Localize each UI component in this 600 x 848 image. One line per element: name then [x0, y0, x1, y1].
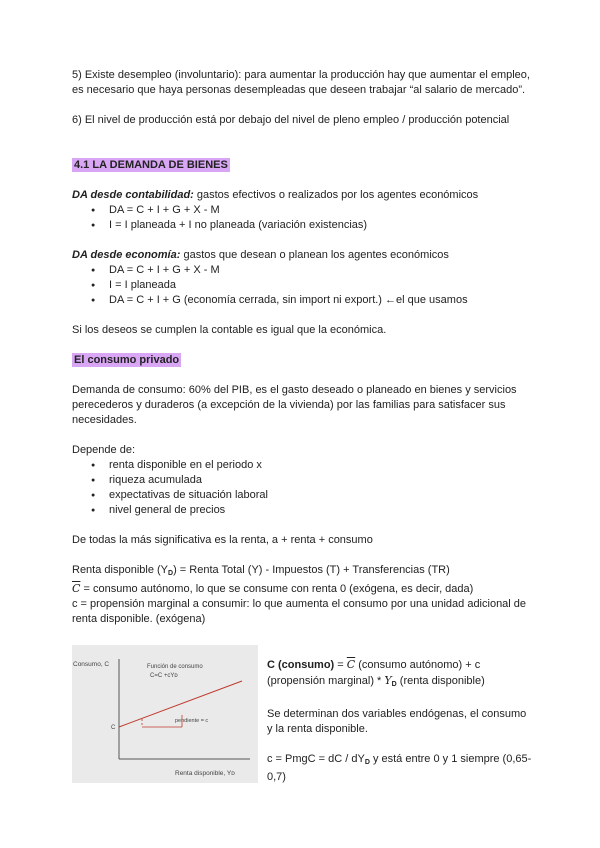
- consumo-c-bar: $\overline{C}$: [346, 658, 356, 671]
- da-economia: [72, 248, 532, 263]
- paragraph-5: 5) Existe desempleo (involuntario): para aumentar la producción hay que aumentar el empleo, es necesario que haya personas desempleadas que deseen trabajar “al salario de mercado”.: [72, 69, 530, 96]
- consumo-label: C (consumo): [267, 659, 335, 671]
- deseos-paragraph: Si los deseos se cumplen la contable es igual que la económica.: [72, 324, 387, 336]
- renta-disp-sub: D: [168, 570, 174, 577]
- endogenas-paragraph: Se determinan dos variables endógenas, el consumo y la renta disponible.: [267, 708, 527, 735]
- da-economia-text: gastos que desean o planean los agentes económicos: [180, 249, 449, 261]
- slope-label: pendiente = c: [175, 718, 209, 724]
- function-equation: C=C +cYᴅ: [150, 673, 178, 679]
- x-axis-label: Renta disponible, Yᴅ: [175, 770, 235, 777]
- pmgc-post: y está entre 0 y 1 siempre (0,65-0,7): [267, 753, 532, 783]
- consumo-rest: (consumo autónomo) + c (propensión marginal) *: [267, 659, 481, 687]
- da-contabilidad-list: [72, 203, 532, 233]
- section-consumo-highlight: El consumo privado: [74, 354, 180, 366]
- consumo-y-sub: D: [391, 681, 397, 688]
- consumo-y-symbol: Y: [384, 674, 392, 687]
- section-41-highlight: 4.1 LA DEMANDA DE BIENES: [74, 159, 228, 171]
- consumo-formula: [267, 657, 532, 692]
- renta-disp-pre: Renta disponible (Y: [72, 564, 169, 576]
- da-contabilidad-text: gastos efectivos o realizados por los agentes económicos: [193, 189, 479, 201]
- list-item: ● DA = C + I + G + X - M: [109, 203, 532, 218]
- list-item: ● nivel general de precios: [109, 503, 532, 518]
- list-item: ● DA = C + I + G + X - M: [109, 263, 532, 278]
- list-item: ● riqueza acumulada: [109, 473, 532, 488]
- consumo-y-rest: (renta disponible): [396, 675, 485, 687]
- depende-list: [72, 458, 532, 518]
- pmgc-sub: D: [364, 759, 370, 766]
- consumption-figure-row: [72, 645, 532, 795]
- da-contabilidad-label: DA desde contabilidad:: [72, 189, 194, 201]
- consumption-explanation: [267, 657, 532, 785]
- list-item: ● I = I planeada + I no planeada (variación existencias): [109, 218, 532, 233]
- c-bar-symbol: $\overline{C}$: [72, 582, 81, 595]
- list-item: ● DA = C + I + G (economía cerrada, sin import ni export.) ←el que usamos: [109, 293, 532, 308]
- paragraph-6: 6) El nivel de producción está por debajo del nivel de pleno empleo / producción potencial: [72, 114, 510, 126]
- demanda-consumo-paragraph: Demanda de consumo: 60% del PIB, es el gasto deseado o planeado en bienes y servicios perecederos y duraderos (a excepción de la vivienda) por las familias para satisfacer sus necesidades.: [72, 384, 517, 426]
- depende-title: Depende de:: [72, 444, 135, 456]
- da-economia-list: [72, 263, 532, 308]
- section-heading-demanda: [72, 158, 532, 173]
- document-body: [72, 68, 532, 627]
- propension-definition: c = propensión marginal a consumir: lo que aumenta el consumo por una unidad adicional de renta disponible. (exógena): [72, 598, 527, 625]
- c-bar-text: = consumo autónomo, lo que se consume con renta 0 (exógena, es decir, dada): [83, 583, 474, 595]
- consumo-autonomo-definition: [72, 581, 532, 597]
- list-item: ● renta disponible en el periodo x: [109, 458, 532, 473]
- renta-disp-post: ) = Renta Total (Y) - Impuestos (T) + Transferencias (TR): [173, 564, 450, 576]
- list-item: ● I = I planeada: [109, 278, 532, 293]
- y-axis-label: Consumo, C: [73, 661, 110, 668]
- section-heading-consumo: [72, 353, 532, 368]
- pmgc-paragraph: [267, 752, 532, 785]
- intercept-label: C: [111, 725, 116, 731]
- chart-svg: [72, 645, 258, 783]
- significativa-paragraph: De todas la más significativa es la renta, a + renta + consumo: [72, 534, 373, 546]
- consumption-function-chart: [72, 645, 258, 783]
- da-economia-label: DA desde economía:: [72, 249, 181, 261]
- consumo-eq: =: [334, 659, 347, 671]
- list-item: ● expectativas de situación laboral: [109, 488, 532, 503]
- da-contabilidad: [72, 188, 532, 203]
- pmgc-pre: c = PmgC = dC / dY: [267, 753, 365, 765]
- function-title: Función de consumo: [147, 664, 203, 670]
- renta-disponible-definition: [72, 563, 532, 581]
